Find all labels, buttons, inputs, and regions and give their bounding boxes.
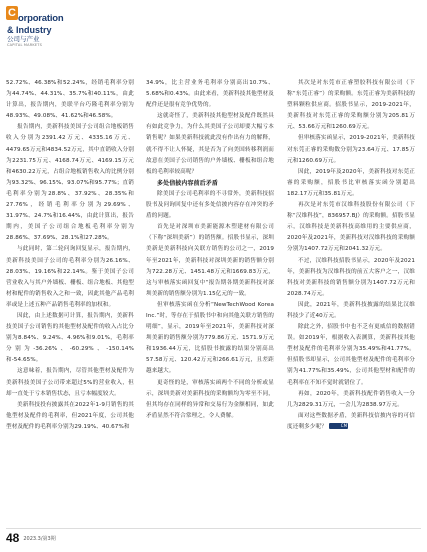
paragraph: 因此，2019年及2020年，美新科技对东莞正睿的采购额，招股书比审核落实函分别超出182.17万元和35.81万元。: [287, 168, 415, 197]
paragraph: 除美国子公司毛利率的不寻常外，美新科技招股书及问询回复中还有多处信披内容存在冲突的矛盾的问题。: [146, 190, 274, 220]
paragraph: 除此之外，招股书中也不乏有更威信的数据错误。如2019年，根据收入表测算，美新科技其他型材及配件的毛利率分别为35.49%和41.77%。但招股书却显示，公司其他型材及配件的毛利率分别为41.77%和35.49%，公司其他型材和配件的毛利率在不知不觉时就错位了。: [287, 324, 415, 386]
paragraph: 52.72%、46.38%和52.24%，经销毛利率分别为44.74%、44.31%、35.7%和40.11%，由此计算出，报告期内，美联平台巧隆毛利率分别为48.93%、49.08%、41.62%和46.58%。: [6, 80, 134, 120]
masthead-small: CAPITAL MARKETS: [7, 43, 43, 47]
paragraph: 34.9%，比主营业务毛利率分别高出10.7%、5.68%和0.43%。由此来看，美新科技其他型材及配件还是很有竞争优势的。: [146, 80, 274, 109]
masthead-subtitle-cn: 公司与产业: [7, 35, 40, 43]
paragraph: 面对这些数据矛盾，美新科技信披内容的可信度还剩多少呢？ CM: [287, 412, 415, 430]
footer: [6, 531, 56, 545]
article-column-3: [287, 78, 415, 433]
masthead-subtitle-en: & Industry: [7, 25, 52, 35]
article-column-2: [146, 78, 274, 422]
paragraph: 与此同时，第二轮问询回复显示，报告期内，美新科技美国子公司的毛利率分别为26.16%、28.03%、19.16%和22.14%。鉴于美国子公司营业收入与其户外墙板、栅板、组合地板、其他型材和配件的销售收入之和一致，因此其他产品毛利率或是上述五种产品销售毛利率的加权和。: [6, 246, 134, 308]
paragraph: 但审核落实函显示，2019-2021年，美新科技对东莞正睿的采购数分别为23.64万元、17.85万元和1260.69万元。: [287, 135, 415, 164]
masthead-word: orporation: [18, 13, 64, 24]
paragraph: 因此，2021年，美新科技披露的结果比汉维科技少了近40万元。: [287, 301, 415, 319]
paragraph: 再如，2020年，美新科技配件销售收入一分几为2829.31万元，一会儿为2838.97万元。: [287, 390, 415, 408]
page-number: 48: [6, 531, 20, 545]
footer-rule: [6, 528, 421, 529]
end-mark: CM: [329, 423, 348, 429]
paragraph: 美新科技投有披露其在2022年1-9月销售的其他型材及配件的毛利率，但2021年度，公司其他型材及配件的毛利率分别为29.19%、40.67%和: [6, 401, 134, 430]
article-column-1: [6, 78, 134, 433]
paragraph: 更奇怪的是，审核落实函两个不同的分析或显示，深圳美新对美新科技的采购额均为零至不同，但其均存在同样的异常和交易行为金额相同，如此矛盾显然不符合常理之，令人费解。: [146, 379, 274, 419]
paragraph: 但审核落实函在分析“NewTechWood Korea Inc.”时，等存在于招股书中和向其他关联方销售的明细”，显示，2019年至2021年，美新科技对深圳美新的销售额分别为779.86万元、1571.9万元和1936.44万元，比招股书披露的结果分别高出57.58万元、120.42万元和266.61万元，且差距越来越大。: [146, 301, 274, 375]
paragraph: 报告期内，美新科技美国子公司组合地板销售收入分别为2391.42万元、4335.16万元、4479.65万元和4834.52万元，其中直销收入分别为2231.75万元、4168.74万元、4169.15万元和4630.22万元，占组合地板销售收入的比例分别为93.32%、96.15%、93.07%和95.77%；直销毛利率分别为28.8%、37.92%、28.35%和27.76%，经销毛利率分别为29.69%、31.97%、24.7%和16.44%，由此计算出，报告期内，美国子公司组合地板毛利率分别为28.86%、37.69%、28.1%和27.28%。: [6, 124, 134, 242]
paragraph: 这就奇怪了，美新科技其他型材及配件既然具有如此竞争力，为什么其美国子公司却要大幅亏本销售呢？如果美新科技就此没有作出有力的解释，就不得不让人怀疑，其是否为了向美国转移利润而故意在美国子公司销售的户外墙板、栅板和组合地板的毛利率较高呢？: [146, 113, 274, 175]
masthead: [6, 6, 76, 48]
issue-label: 2023.3/第3期: [23, 535, 56, 542]
paragraph: 因此，由上述数据可计算，报告期内，美新科技美国子公司销售的其他型材及配件的收入占比分别为8.84%、9.24%、4.96%和9.01%，毛利率分别为-36.26%、-60.29%、-150.14%和-54.65%。: [6, 312, 134, 364]
masthead-logo-c: C: [6, 6, 18, 20]
section-heading: 多处信披内容前后矛盾: [157, 179, 219, 187]
paragraph: 其次是对东莞市正睿塑胶科技有限公司（下称“东莞正睿”）的采购额。东莞正睿为美新科技的塑料颗粒供应商。招股书显示，2019-2021年，美新科技对东莞正睿的采购额分别为205.81万元、53.66万元和1260.69万元。: [287, 80, 415, 131]
paragraph: 不过，汉维科技招股书显示，2020年及2021年，美新科技为汉维科技的前五大客户之一，汉维科技对美新科技的销售额分别为1407.72万元和2028.74万元。: [287, 257, 415, 297]
paragraph: 首先是对深圳市美新能源木塑建材有限公司（下称“深圳美新”）的销售额。招股书显示，深圳美新是美新科技向关联方销售的公司之一，2019年至2021年，美新科技对深圳美新的销售额分别为722.28万元、1451.48万元和1669.83万元，这与审核落实函回复中“报告期各期美新科技对深圳美新的销售额分别为1.15亿元的一致。: [146, 224, 274, 297]
paragraph: 这意味着，报告期内，尽管其他型材及配件为美新科技美国子公司带来超过5%的营业收入，但却一直处于亏本销售状态，且亏本幅度较大。: [6, 368, 134, 397]
paragraph: 再次是对东莞市汉维科技股份有限公司（下称“汉维科技”，836957.BJ）的采购额。招股书显示，汉维科技是美新科技高维用的主要供应商，2020年及2021年，美新科技对汉维科技的采购额分别为1407.72万元和2041.32万元。: [287, 202, 415, 253]
